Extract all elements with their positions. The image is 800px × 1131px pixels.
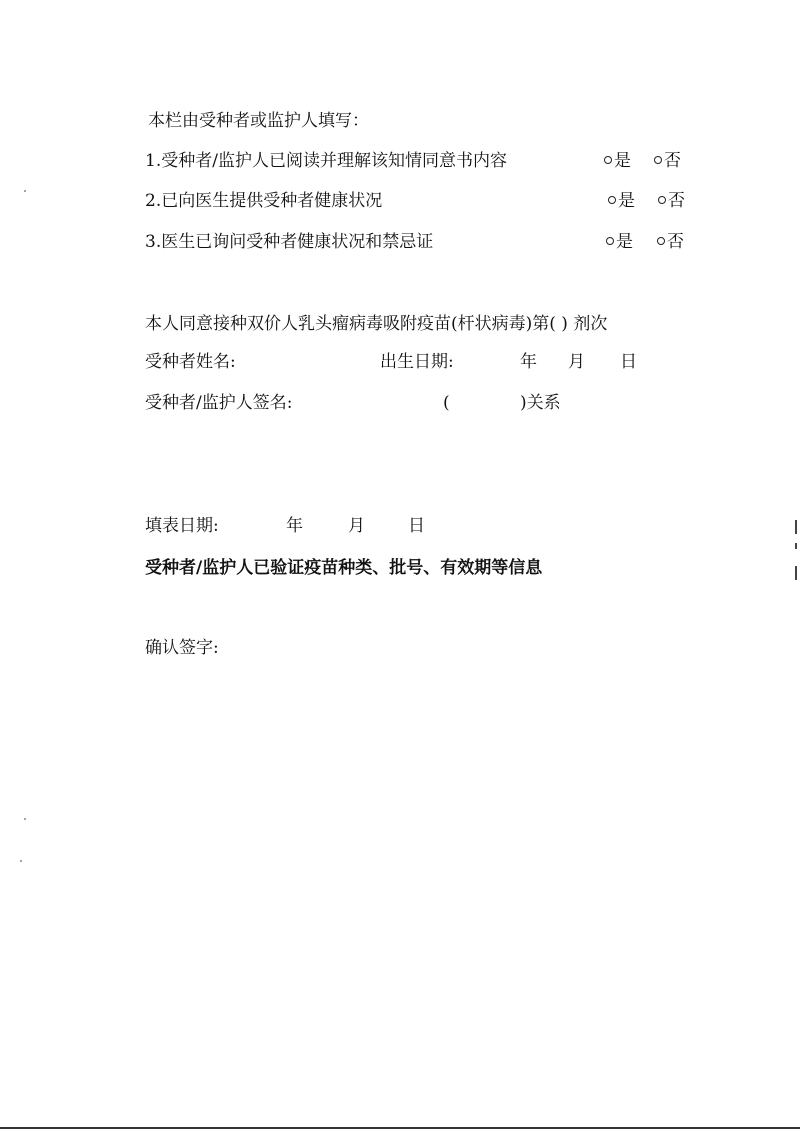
verification-statement: 受种者/监护人已验证疫苗种类、批号、有效期等信息 [145,558,543,578]
question-3-text: 3.医生已询问受种者健康状况和禁忌证 [145,232,434,252]
question-3-no-option[interactable] [657,231,684,253]
question-2-no-label: 否 [668,191,685,211]
question-1-text: 1.受种者/监护人已阅读并理解该知情同意书内容 [145,151,507,171]
consent-statement: 本人同意接种双价人乳头瘤病毒吸附疫苗(杆状病毒)第( ) 剂次 [145,314,608,334]
question-2-text: 2.已向医生提供受种者健康状况 [145,191,383,211]
scan-edge-mark [795,566,797,580]
relation-open-paren: ( [443,393,450,413]
fill-date-label: 填表日期: [145,516,219,536]
question-3-yes-option[interactable] [606,231,633,253]
scan-speck [24,818,26,820]
question-1-yes-option[interactable] [604,150,631,172]
section-heading: 本栏由受种者或监护人填写： [148,111,369,131]
radio-circle-icon[interactable] [608,196,616,204]
question-2-yes-option[interactable] [608,190,635,212]
relation-label: )关系 [520,393,561,413]
question-1-yes-label: 是 [614,151,631,171]
scan-edge-mark [795,543,797,549]
birth-day-label: 日 [620,352,637,372]
question-3-no-label: 否 [667,232,684,252]
question-1-no-option[interactable] [654,150,681,172]
confirm-signature-label: 确认签字: [145,638,219,658]
birth-month-label: 月 [568,352,585,372]
question-2-yes-label: 是 [618,191,635,211]
birth-date-label: 出生日期: [380,352,454,372]
radio-circle-icon[interactable] [654,156,662,164]
signature-label: 受种者/监护人签名: [145,393,293,413]
radio-circle-icon[interactable] [604,156,612,164]
scan-speck [24,190,26,192]
bottom-border-line [0,1127,800,1129]
scan-edge-mark [795,520,797,534]
radio-circle-icon[interactable] [657,237,665,245]
question-1-no-label: 否 [664,151,681,171]
fill-year-label: 年 [286,516,303,536]
radio-circle-icon[interactable] [658,196,666,204]
question-3-yes-label: 是 [616,232,633,252]
fill-day-label: 日 [408,516,425,536]
radio-circle-icon[interactable] [606,237,614,245]
recipient-name-label: 受种者姓名: [145,352,236,372]
fill-month-label: 月 [348,516,365,536]
scan-speck [20,860,22,862]
birth-year-label: 年 [520,352,537,372]
question-2-no-option[interactable] [658,190,685,212]
